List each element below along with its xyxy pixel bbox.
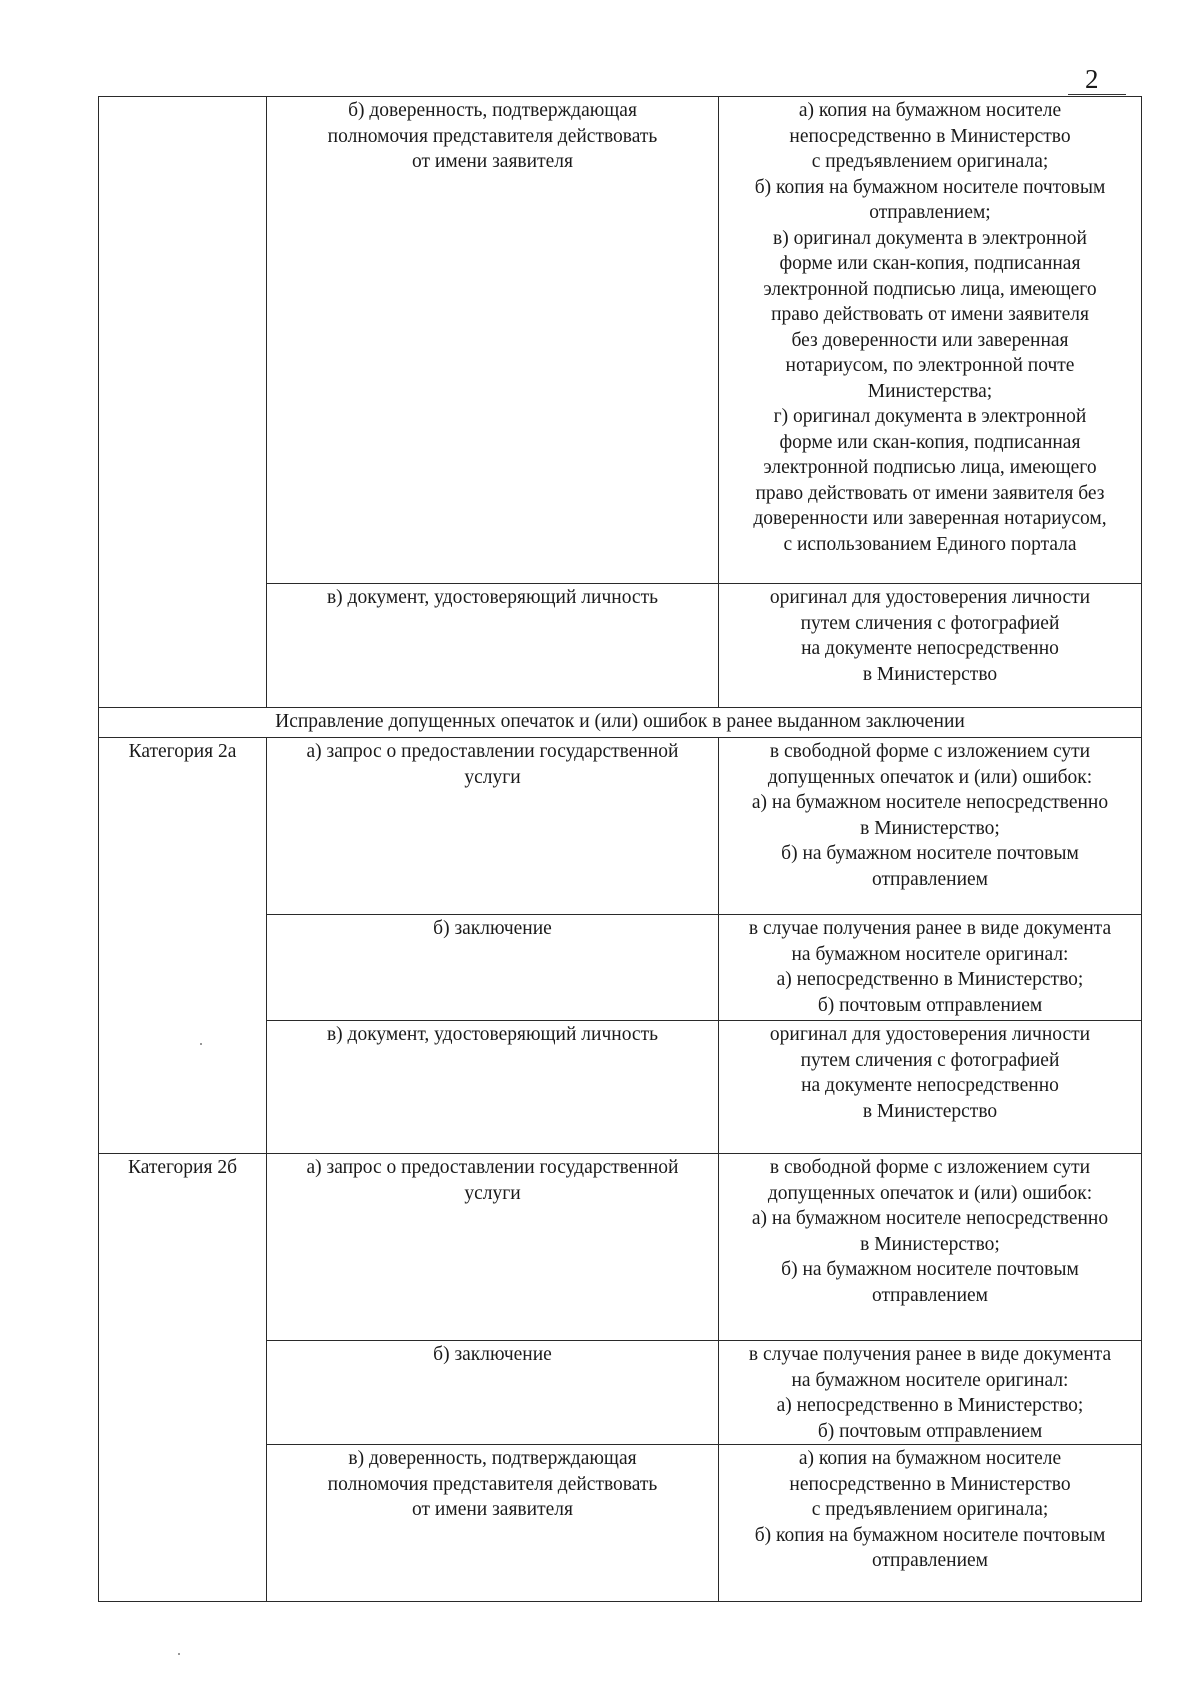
submission-method-cell: оригинал для удостоверения личности путем сличения с фотографией на документе непосредственно в Министерство <box>719 1021 1142 1154</box>
document-cell: б) доверенность, подтверждающая полномочия представителя действовать от имени заявителя <box>267 97 719 584</box>
submission-method-cell: а) копия на бумажном носителе непосредственно в Министерство с предъявлением оригинала; б) копия на бумажном носителе почтовым отправлением; в) оригинал документа в электронной форме или скан-копия, подписанная электронной подписью лица, имеющего право действовать от имени заявителя без доверенности или заверенная нотариусом, по электронной почте Министерства; г) оригинал документа в электронной форме или скан-копия, подписанная электронной подписью лица, имеющего право действовать от имени заявителя без доверенности или заверенная нотариусом, с использованием Единого портала <box>719 97 1142 584</box>
document-cell: в) доверенность, подтверждающая полномочия представителя действовать от имени заявителя <box>267 1445 719 1602</box>
document-cell: б) заключение <box>267 1341 719 1445</box>
section-title: Исправление допущенных опечаток и (или) ошибок в ранее выданном заключении <box>99 708 1142 738</box>
document-cell: б) заключение <box>267 915 719 1021</box>
category-label-2a: Категория 2а <box>99 738 267 1154</box>
submission-method-cell: в свободной форме с изложением сути допущенных опечаток и (или) ошибок: а) на бумажном носителе непосредственно в Министерство; б) на бумажном носителе почтовым отправлением <box>719 1154 1142 1341</box>
submission-method-cell: в случае получения ранее в виде документа на бумажном носителе оригинал: а) непосредственно в Министерство; б) почтовым отправлением <box>719 915 1142 1021</box>
document-cell: в) документ, удостоверяющий личность <box>267 584 719 708</box>
submission-method-cell: в свободной форме с изложением сути допущенных опечаток и (или) ошибок: а) на бумажном носителе непосредственно в Министерство; б) на бумажном носителе почтовым отправлением <box>719 738 1142 915</box>
page-number-rule <box>1068 94 1126 95</box>
page-number: 2 <box>1085 64 1099 94</box>
scan-speck <box>178 1653 180 1655</box>
document-cell: в) документ, удостоверяющий личность <box>267 1021 719 1154</box>
section-header-row <box>99 708 1142 738</box>
category-cell-empty <box>99 97 267 708</box>
submission-method-cell: оригинал для удостоверения личности путем сличения с фотографией на документе непосредственно в Министерство <box>719 584 1142 708</box>
submission-method-cell: а) копия на бумажном носителе непосредственно в Министерство с предъявлением оригинала; б) копия на бумажном носителе почтовым отправлением <box>719 1445 1142 1602</box>
document-cell: а) запрос о предоставлении государственной услуги <box>267 738 719 915</box>
table-row <box>99 1154 1142 1341</box>
table-row <box>99 738 1142 915</box>
document-cell: а) запрос о предоставлении государственной услуги <box>267 1154 719 1341</box>
documents-table <box>98 96 1142 1602</box>
scan-speck <box>200 1043 202 1045</box>
submission-method-cell: в случае получения ранее в виде документа на бумажном носителе оригинал: а) непосредственно в Министерство; б) почтовым отправлением <box>719 1341 1142 1445</box>
table-row <box>99 97 1142 584</box>
category-label-2b: Категория 2б <box>99 1154 267 1602</box>
